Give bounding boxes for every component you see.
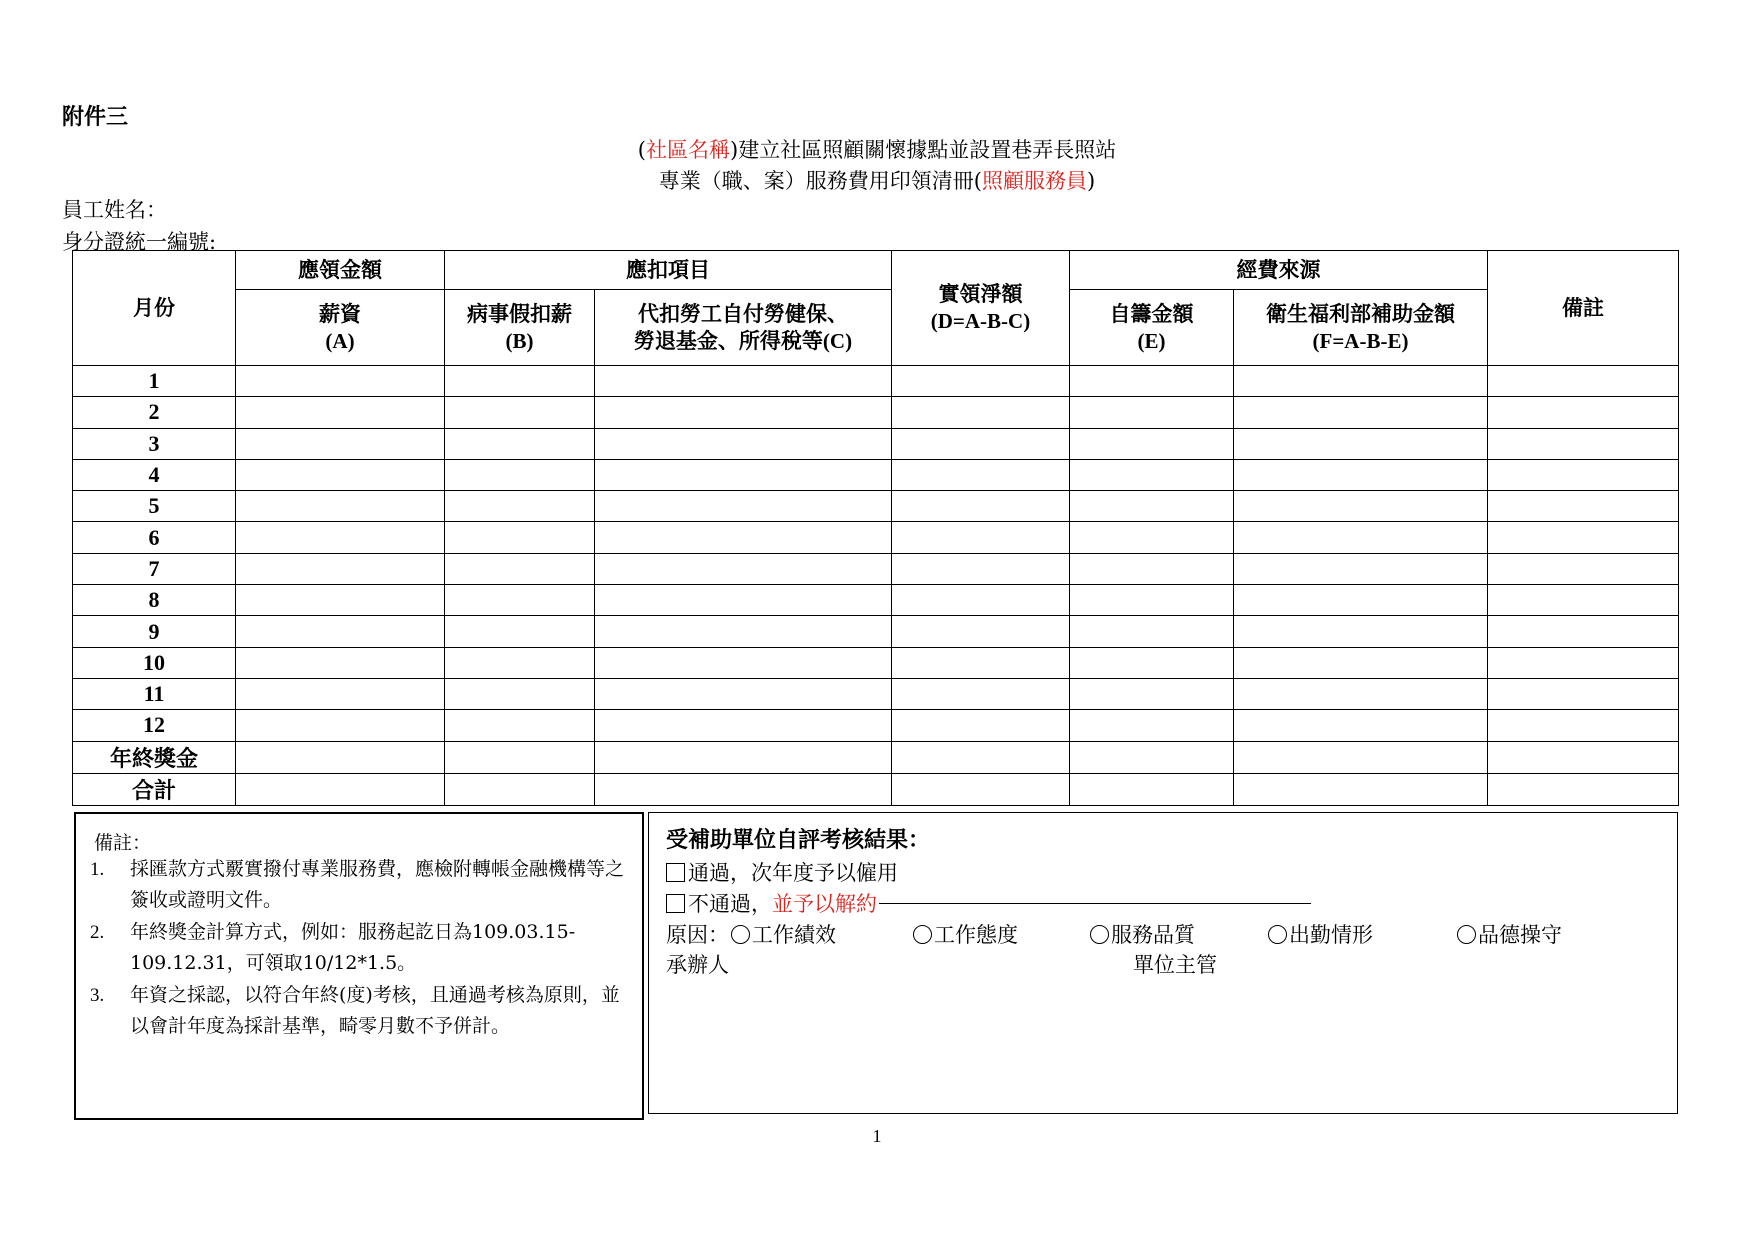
entry-cell[interactable]: [1070, 741, 1234, 773]
month-cell: 8: [73, 585, 236, 616]
entry-cell[interactable]: [892, 522, 1070, 553]
subsidy-label: 衛生福利部補助金額: [1266, 301, 1455, 326]
title-open-paren: (: [637, 138, 646, 162]
entry-cell[interactable]: [445, 616, 595, 647]
month-cell: 5: [73, 491, 236, 522]
entry-cell[interactable]: [595, 678, 892, 709]
entry-cell[interactable]: [236, 773, 445, 805]
entry-cell[interactable]: [1488, 491, 1679, 522]
entry-cell[interactable]: [595, 366, 892, 397]
reason-radio[interactable]: [1090, 925, 1109, 944]
entry-cell[interactable]: [1070, 710, 1234, 741]
entry-cell[interactable]: [892, 773, 1070, 805]
entry-cell[interactable]: [1234, 616, 1488, 647]
reason-option: [1268, 919, 1373, 949]
terminate-label: 並予以解約: [772, 892, 877, 916]
entry-cell[interactable]: [1488, 741, 1679, 773]
fail-reason-line[interactable]: [879, 903, 1311, 904]
entry-cell[interactable]: [892, 585, 1070, 616]
month-cell: 10: [73, 647, 236, 678]
leave-deduction-header: [445, 290, 595, 366]
entry-cell[interactable]: [595, 491, 892, 522]
month-cell: 9: [73, 616, 236, 647]
notes-box: [74, 812, 644, 1120]
evaluation-title: 受補助單位自評考核結果：: [666, 827, 931, 853]
entry-cell[interactable]: [1488, 366, 1679, 397]
entry-cell[interactable]: [1070, 397, 1234, 428]
entry-cell[interactable]: [445, 678, 595, 709]
entry-cell[interactable]: [1488, 459, 1679, 490]
entry-cell[interactable]: [445, 710, 595, 741]
pass-label: 通過，次年度予以僱用: [688, 861, 898, 885]
table-row: [73, 678, 1679, 709]
entry-cell[interactable]: [595, 585, 892, 616]
notes-title: 備註：: [94, 832, 152, 854]
table-row: [73, 616, 1679, 647]
reason-radio[interactable]: [731, 925, 750, 944]
entry-cell[interactable]: [445, 585, 595, 616]
entry-cell[interactable]: [1488, 616, 1679, 647]
reason-radio[interactable]: [913, 925, 932, 944]
entry-cell[interactable]: [445, 491, 595, 522]
funding-group-header: 經費來源: [1070, 251, 1488, 290]
reason-option-label: 品德操守: [1478, 923, 1562, 947]
month-cell: 4: [73, 459, 236, 490]
net-amount-header: [892, 251, 1070, 366]
evaluation-box: [648, 812, 1678, 1114]
entry-cell[interactable]: [595, 522, 892, 553]
month-cell: 12: [73, 710, 236, 741]
note-item: [90, 854, 630, 916]
salary-header: [236, 290, 445, 366]
entry-cell[interactable]: [1234, 397, 1488, 428]
entry-cell[interactable]: [595, 459, 892, 490]
entry-cell[interactable]: [1234, 741, 1488, 773]
entry-cell[interactable]: [1234, 773, 1488, 805]
fail-checkbox[interactable]: [666, 894, 685, 913]
table-row: [73, 553, 1679, 584]
note-text: 年資之採認，以符合年終(度)考核，且通過考核為原則，並以會計年度為採計基準，畸零月數不予併計。: [130, 984, 620, 1037]
entry-cell[interactable]: [1488, 522, 1679, 553]
self-funded-label: 自籌金額: [1109, 301, 1194, 326]
subsidy-formula: (F=A-B-E): [1312, 328, 1409, 353]
entry-cell[interactable]: [1234, 585, 1488, 616]
self-funded-code: (E): [1137, 328, 1166, 353]
entry-cell[interactable]: [445, 428, 595, 459]
note-number: 1.: [90, 859, 105, 880]
entry-cell[interactable]: [236, 428, 445, 459]
title-line-1: [0, 134, 1754, 164]
entry-cell[interactable]: [1488, 428, 1679, 459]
leave-deduction-code: (B): [505, 328, 534, 353]
reason-radio[interactable]: [1457, 925, 1476, 944]
entry-cell[interactable]: [1234, 678, 1488, 709]
note-number: 2.: [90, 922, 105, 943]
entry-cell[interactable]: [892, 553, 1070, 584]
title-close-paren: ): [1087, 169, 1096, 193]
entry-cell[interactable]: [445, 459, 595, 490]
withholding-label-line-1: 代扣勞工自付勞健保、: [638, 301, 848, 326]
payment-table: [72, 250, 1679, 806]
entry-cell[interactable]: [1234, 428, 1488, 459]
remarks-header: 備註: [1488, 251, 1679, 366]
entry-cell[interactable]: [1070, 522, 1234, 553]
entry-cell[interactable]: [892, 741, 1070, 773]
table-row: [73, 647, 1679, 678]
entry-cell[interactable]: [595, 710, 892, 741]
self-funded-header: [1070, 290, 1234, 366]
withholding-header: [595, 290, 892, 366]
entry-cell[interactable]: [236, 553, 445, 584]
entry-cell[interactable]: [595, 397, 892, 428]
note-item: [90, 917, 630, 979]
entry-cell[interactable]: [445, 366, 595, 397]
entry-cell[interactable]: [1234, 522, 1488, 553]
month-cell: 年終獎金: [73, 741, 236, 773]
entry-cell[interactable]: [1070, 773, 1234, 805]
entry-cell[interactable]: [1488, 678, 1679, 709]
entry-cell[interactable]: [236, 616, 445, 647]
pass-checkbox[interactable]: [666, 863, 685, 882]
table-row: [73, 366, 1679, 397]
community-name-placeholder: 社區名稱: [646, 138, 730, 162]
fail-option: [666, 888, 1311, 918]
month-cell: 2: [73, 397, 236, 428]
entry-cell[interactable]: [445, 741, 595, 773]
entry-cell[interactable]: [1234, 459, 1488, 490]
entry-cell[interactable]: [892, 491, 1070, 522]
page-number: 1: [872, 1126, 882, 1146]
entry-cell[interactable]: [445, 647, 595, 678]
entry-cell[interactable]: [1234, 491, 1488, 522]
handler-signature-label: 承辦人: [666, 953, 729, 977]
entry-cell[interactable]: [595, 647, 892, 678]
title-line-1-text: )建立社區照顧關懷據點並設置巷弄長照站: [730, 138, 1117, 162]
entry-cell[interactable]: [892, 428, 1070, 459]
entry-cell[interactable]: [1488, 710, 1679, 741]
entry-cell[interactable]: [892, 397, 1070, 428]
entry-cell[interactable]: [1070, 553, 1234, 584]
net-amount-label: 實領淨額: [938, 282, 1023, 306]
table-row: [73, 397, 1679, 428]
entry-cell[interactable]: [595, 773, 892, 805]
salary-code: (A): [325, 328, 355, 353]
month-cell: 3: [73, 428, 236, 459]
reason-option-label: 工作績效: [752, 923, 836, 947]
net-amount-formula: (D=A-B-C): [930, 309, 1031, 333]
reason-option: [913, 919, 1018, 949]
entry-cell[interactable]: [445, 522, 595, 553]
reason-option: [1090, 919, 1195, 949]
entry-cell[interactable]: [445, 553, 595, 584]
attachment-label: 附件三: [62, 104, 129, 130]
entry-cell[interactable]: [236, 522, 445, 553]
month-cell: 6: [73, 522, 236, 553]
supervisor-signature-label: 單位主管: [1133, 953, 1217, 977]
subsidy-header: [1234, 290, 1488, 366]
entry-cell[interactable]: [445, 397, 595, 428]
month-cell: 1: [73, 366, 236, 397]
table-row: [73, 585, 1679, 616]
entry-cell[interactable]: [1070, 585, 1234, 616]
table-row: [73, 491, 1679, 522]
employee-name-field: 員工姓名：: [62, 198, 167, 222]
entry-cell[interactable]: [236, 491, 445, 522]
entry-cell[interactable]: [1234, 553, 1488, 584]
reason-label: 原因：: [666, 923, 729, 947]
reason-radio[interactable]: [1268, 925, 1287, 944]
entry-cell[interactable]: [1070, 428, 1234, 459]
entry-cell[interactable]: [1070, 678, 1234, 709]
month-cell: 7: [73, 553, 236, 584]
entry-cell[interactable]: [892, 616, 1070, 647]
entry-cell[interactable]: [1070, 491, 1234, 522]
entry-cell[interactable]: [236, 710, 445, 741]
id-number-field: 身分證統一編號:: [62, 230, 217, 254]
table-row: [73, 710, 1679, 741]
payable-group-header: 應領金額: [236, 251, 445, 290]
reason-option: [1457, 919, 1562, 949]
reason-option: [731, 919, 836, 949]
entry-cell[interactable]: [1234, 710, 1488, 741]
table-row: [73, 428, 1679, 459]
fail-label: 不通過，: [688, 892, 772, 916]
entry-cell[interactable]: [1488, 773, 1679, 805]
entry-cell[interactable]: [1070, 366, 1234, 397]
entry-cell[interactable]: [236, 459, 445, 490]
table-row: [73, 522, 1679, 553]
note-text: 採匯款方式覈實撥付專業服務費，應檢附轉帳金融機構等之簽收或證明文件。: [130, 858, 625, 911]
title-line-2: [0, 165, 1754, 195]
salary-label: 薪資: [319, 301, 361, 326]
table-row: [73, 459, 1679, 490]
entry-cell[interactable]: [236, 366, 445, 397]
note-item: [90, 980, 630, 1042]
entry-cell[interactable]: [1488, 647, 1679, 678]
entry-cell[interactable]: [892, 459, 1070, 490]
month-cell: 合計: [73, 773, 236, 805]
reason-option-label: 工作態度: [934, 923, 1018, 947]
note-number: 3.: [90, 985, 105, 1006]
table-row: [73, 773, 1679, 805]
entry-cell[interactable]: [236, 585, 445, 616]
entry-cell[interactable]: [236, 647, 445, 678]
entry-cell[interactable]: [236, 741, 445, 773]
table-row: [73, 741, 1679, 773]
reason-option-label: 出勤情形: [1289, 923, 1373, 947]
entry-cell[interactable]: [445, 773, 595, 805]
month-cell: 11: [73, 678, 236, 709]
entry-cell[interactable]: [1070, 616, 1234, 647]
entry-cell[interactable]: [892, 710, 1070, 741]
withholding-label-line-2: 勞退基金、所得稅等(C): [633, 328, 853, 353]
entry-cell[interactable]: [892, 678, 1070, 709]
leave-deduction-label: 病事假扣薪: [467, 301, 572, 326]
entry-cell[interactable]: [1488, 585, 1679, 616]
entry-cell[interactable]: [595, 428, 892, 459]
month-header: 月份: [73, 251, 236, 366]
entry-cell[interactable]: [1070, 459, 1234, 490]
entry-cell[interactable]: [595, 553, 892, 584]
entry-cell[interactable]: [892, 647, 1070, 678]
entry-cell[interactable]: [1234, 647, 1488, 678]
entry-cell[interactable]: [1488, 397, 1679, 428]
entry-cell[interactable]: [1488, 553, 1679, 584]
entry-cell[interactable]: [595, 616, 892, 647]
deductions-group-header: 應扣項目: [445, 251, 892, 290]
entry-cell[interactable]: [595, 741, 892, 773]
title-line-2-text: 專業（職、案）服務費用印領清冊(: [658, 169, 982, 193]
entry-cell[interactable]: [236, 678, 445, 709]
entry-cell[interactable]: [892, 366, 1070, 397]
note-text: 年終獎金計算方式，例如：服務起訖日為109.03.15-109.12.31，可領取10/12*1.5。: [130, 921, 576, 974]
entry-cell[interactable]: [1070, 647, 1234, 678]
entry-cell[interactable]: [1234, 366, 1488, 397]
role-placeholder: 照顧服務員: [982, 169, 1087, 193]
entry-cell[interactable]: [236, 397, 445, 428]
pass-option: [666, 857, 898, 887]
reason-option-label: 服務品質: [1111, 923, 1195, 947]
